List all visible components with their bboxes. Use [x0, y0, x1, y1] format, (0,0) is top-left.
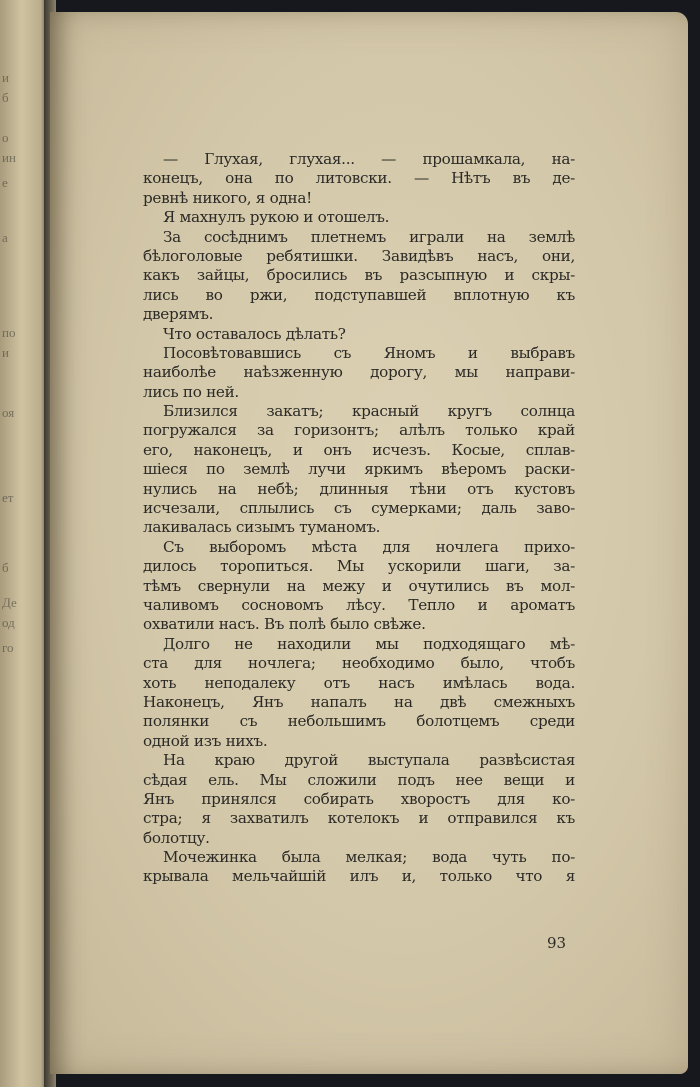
left-page-fragment: оя: [2, 405, 15, 420]
text-line: На краю другой выступала развѣсистая: [163, 751, 575, 770]
text-line: тѣмъ свернули на межу и очутились въ мол-: [143, 576, 575, 595]
text-line: Посовѣтовавшись съ Яномъ и выбравъ: [163, 343, 575, 362]
text-line: лись по ней.: [143, 382, 239, 401]
left-page-fragment: [2, 700, 46, 716]
left-page-fragment: а: [2, 230, 8, 245]
text-line: Янъ принялся собирать хворостъ для ко-: [143, 789, 575, 808]
text-line: Долго не находили мы подходящаго мѣ-: [163, 634, 575, 653]
left-page-fragment: [2, 830, 46, 846]
text-line: болотцу.: [143, 828, 210, 847]
text-line: За сосѣднимъ плетнемъ играли на землѣ: [163, 227, 575, 246]
page-number: 93: [547, 934, 567, 952]
left-page-fragment: [2, 720, 46, 736]
text-line: погружался за горизонтъ; алѣлъ только край: [143, 421, 575, 440]
page-text: [143, 150, 575, 887]
left-page-fragment: [2, 660, 46, 676]
left-page-fragment: [2, 310, 46, 326]
left-page-fragment: [2, 250, 46, 266]
text-line: дверямъ.: [143, 305, 214, 324]
left-page-fragment: [2, 110, 46, 126]
left-page-fragment: го: [2, 640, 14, 655]
text-line: шіеся по землѣ лучи яркимъ вѣеромъ раски-: [143, 460, 575, 479]
left-page-fragment: [2, 890, 46, 906]
left-page-fragment: б: [2, 90, 9, 105]
text-line: стра; я захватилъ котелокъ и отправился къ: [143, 809, 575, 828]
text-line: Мочежинка была мелкая; вода чуть по-: [163, 848, 575, 867]
left-page-fragment: по: [2, 325, 16, 340]
text-line: ста для ночлега; необходимо было, чтобъ: [143, 654, 575, 673]
left-page-fragment: ин: [2, 150, 16, 165]
text-line: какъ зайцы, бросились въ разсыпную и скры-: [143, 266, 575, 285]
text-line: Близился закатъ; красный кругъ солнца: [163, 402, 575, 421]
text-line: бѣлоголовые ребятишки. Завидѣвъ насъ, они,: [143, 246, 575, 265]
text-line: наиболѣе наѣзженную дорогу, мы направи-: [143, 363, 575, 382]
text-line: лись во ржи, подступавшей вплотную къ: [143, 285, 575, 304]
left-page-fragment: [2, 385, 46, 401]
text-line: хоть неподалеку отъ насъ имѣлась вода.: [143, 673, 575, 692]
left-page-fragment: [2, 440, 46, 456]
left-page-fragment: [2, 580, 46, 596]
left-page-edge: [0, 0, 48, 1087]
text-line: исчезали, сплылись съ сумерками; даль заво-: [143, 499, 575, 518]
left-page-fragment: [2, 760, 46, 776]
text-line: лакивалась сизымъ туманомъ.: [143, 518, 381, 537]
text-line: дилось торопиться. Мы ускорили шаги, за-: [143, 557, 575, 576]
left-page-fragment: [2, 800, 46, 816]
text-line: Съ выборомъ мѣста для ночлега прихо-: [163, 537, 575, 556]
text-line: сѣдая ель. Мы сложили подъ нее вещи и: [143, 770, 575, 789]
text-line: нулись на небѣ; длинныя тѣни отъ кустовъ: [143, 479, 575, 498]
left-page-fragment: [2, 740, 46, 756]
text-line: Наконецъ, Янъ напалъ на двѣ смежныхъ: [143, 692, 575, 711]
left-page-fragment: [2, 780, 46, 796]
text-line: — Глухая, глухая... — прошамкала, на-: [163, 150, 575, 168]
left-page-fragment: [2, 510, 46, 526]
text-line: охватили насъ. Въ полѣ было свѣже.: [143, 615, 426, 634]
text-line: Что оставалось дѣлать?: [163, 324, 346, 343]
left-page-fragment: [2, 540, 46, 556]
book-page: [50, 12, 688, 1074]
text-line: одной изъ нихъ.: [143, 731, 268, 750]
left-page-fragment: б: [2, 560, 9, 575]
text-line: ревнѣ никого, я одна!: [143, 188, 312, 207]
text-line: чаливомъ сосновомъ лѣсу. Тепло и ароматъ: [143, 595, 575, 614]
left-page-fragment: [2, 910, 46, 926]
left-page-fragment: [2, 200, 46, 216]
text-line: его, наконецъ, и онъ исчезъ. Косые, сплав-: [143, 440, 575, 459]
left-page-fragment: од: [2, 615, 15, 630]
left-page-fragment: Де: [2, 595, 17, 610]
text-line: крывала мельчайшій илъ и, только что я: [143, 867, 575, 886]
left-page-fragment: [2, 850, 46, 866]
left-page-fragment: е: [2, 175, 8, 190]
left-page-fragment: и: [2, 345, 9, 360]
left-page-fragment: [2, 680, 46, 696]
text-line: конецъ, она по литовски. — Нѣтъ въ де-: [143, 169, 575, 188]
left-page-fragment: и: [2, 70, 9, 85]
text-line: полянки съ небольшимъ болотцемъ среди: [143, 712, 575, 731]
left-page-fragment: ет: [2, 490, 14, 505]
text-line: Я махнулъ рукою и отошелъ.: [163, 208, 390, 227]
left-page-fragment: о: [2, 130, 9, 145]
left-page-fragment: [2, 870, 46, 886]
